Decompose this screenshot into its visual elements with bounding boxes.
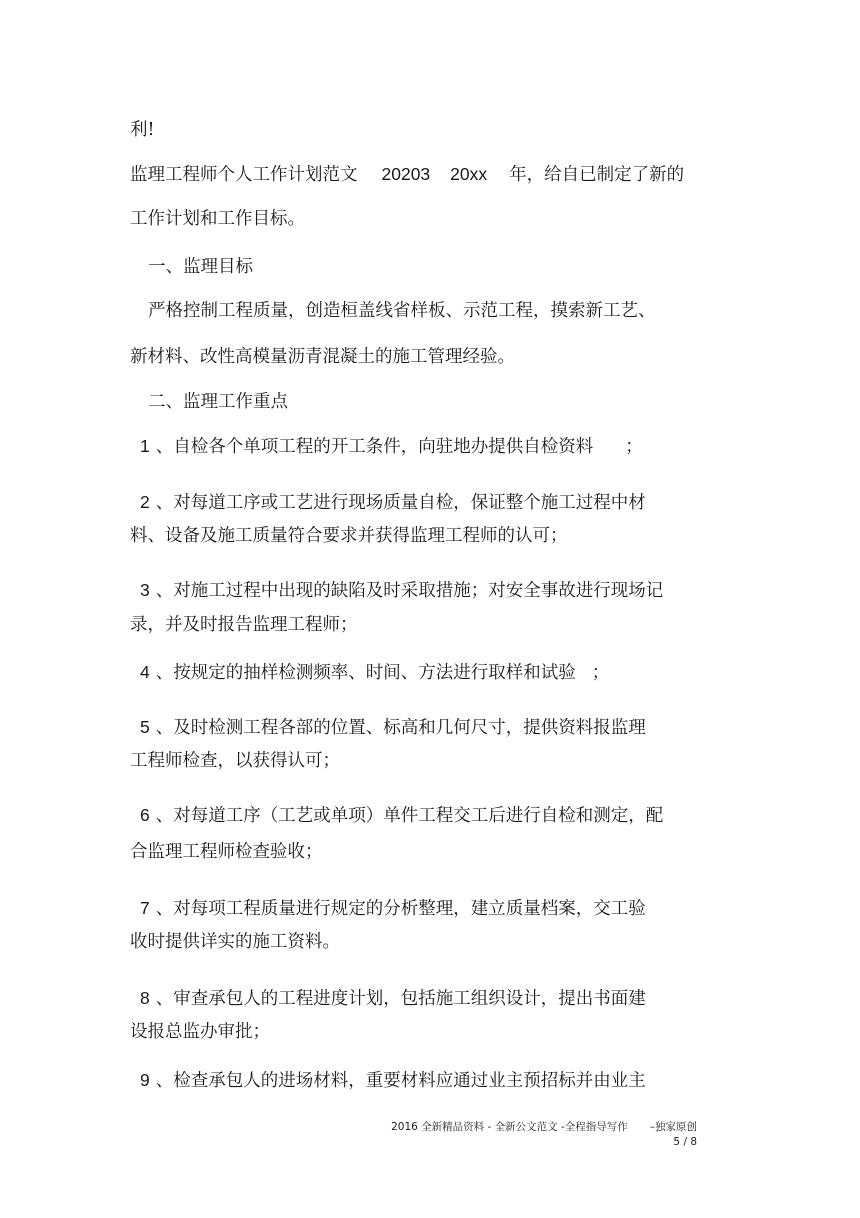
- item-number: 6: [140, 805, 150, 825]
- item-text: 、自检各个单项工程的开工条件，向驻地办提供自检资料: [155, 437, 594, 457]
- paragraph-line: [130, 345, 515, 369]
- list-item: [140, 803, 663, 828]
- page-footer: [391, 1120, 697, 1134]
- item-text: ；: [591, 663, 610, 683]
- paragraph-line: [148, 299, 656, 323]
- item-text: 设报总监办审批；: [130, 1022, 270, 1042]
- item-number: 5: [140, 717, 150, 737]
- footer-text: –独家原创: [649, 1121, 697, 1133]
- paragraph-line: [130, 162, 684, 187]
- list-item: [140, 434, 643, 459]
- item-text: 、对每道工序（工艺或单项）单件工程交工后进行自检和测定，配: [155, 806, 664, 826]
- item-text: 收时提供详实的施工资料。: [130, 932, 340, 952]
- item-text: 、检查承包人的进场材料，重要材料应通过业主预招标并由业主: [155, 1071, 646, 1091]
- item-number: 7: [140, 898, 150, 918]
- list-item-continuation: [130, 749, 340, 773]
- section-heading: [148, 390, 288, 414]
- year-number: 20xx: [450, 164, 488, 184]
- text: 利!: [130, 120, 155, 140]
- paragraph-line: [130, 207, 305, 231]
- list-item-continuation: [130, 840, 323, 864]
- text: 严格控制工程质量，创造桓盖线省样板、示范工程，摸索新工艺、: [148, 301, 656, 321]
- list-item-continuation: [130, 1020, 270, 1044]
- paragraph-line: [130, 118, 155, 142]
- footer-text: 2016 全新精品资料 - 全新公文范文 -全程指导写作: [391, 1121, 628, 1133]
- list-item-continuation: [130, 613, 358, 637]
- item-text: 、对每项工程质量进行规定的分析整理，建立质量档案，交工验: [155, 899, 646, 919]
- item-number: 9: [140, 1070, 150, 1090]
- list-item: [140, 986, 646, 1011]
- item-text: 料、设备及施工质量符合要求并获得监理工程师的认可；: [130, 526, 568, 546]
- item-text: 录，并及时报告监理工程师；: [130, 615, 358, 635]
- item-number: 1: [140, 436, 150, 456]
- text: 工作计划和工作目标。: [130, 209, 305, 229]
- item-text: 、对施工过程中出现的缺陷及时采取措施；对安全事故进行现场记: [155, 581, 664, 601]
- text: 监理工程师个人工作计划范文: [130, 165, 358, 185]
- item-text: 、及时检测工程各部的位置、标高和几何尺寸，提供资料报监理: [155, 718, 646, 738]
- text: 年，给自已制定了新的: [509, 165, 685, 185]
- list-item: [140, 715, 646, 740]
- item-text: ；: [625, 437, 643, 457]
- item-text: 、审查承包人的工程进度计划，包括施工组织设计，提出书面建: [155, 989, 646, 1009]
- section-heading: [148, 255, 253, 279]
- year-number: 20203: [381, 164, 431, 184]
- heading-text: 二、监理工作重点: [148, 392, 288, 412]
- list-item-continuation: [130, 930, 340, 954]
- list-item: [140, 660, 609, 685]
- item-text: 、按规定的抽样检测频率、时间、方法进行取样和试验: [155, 663, 576, 683]
- item-text: 、对每道工序或工艺进行现场质量自检，保证整个施工过程中材: [155, 493, 646, 513]
- heading-text: 一、监理目标: [148, 257, 253, 277]
- item-number: 8: [140, 988, 150, 1008]
- text: 新材料、改性高模量沥青混凝土的施工管理经验。: [130, 347, 515, 367]
- list-item-continuation: [130, 524, 568, 548]
- item-number: 2: [140, 492, 150, 512]
- list-item: [140, 490, 646, 515]
- list-item: [140, 896, 646, 921]
- item-number: 4: [140, 662, 150, 682]
- item-text: 工程师检查，以获得认可；: [130, 751, 340, 771]
- list-item: [140, 1068, 646, 1093]
- page-number: [673, 1135, 697, 1149]
- item-text: 合监理工程师检查验收；: [130, 842, 323, 862]
- item-number: 3: [140, 580, 150, 600]
- list-item: [140, 578, 663, 603]
- page-number-text: 5 / 8: [673, 1136, 697, 1148]
